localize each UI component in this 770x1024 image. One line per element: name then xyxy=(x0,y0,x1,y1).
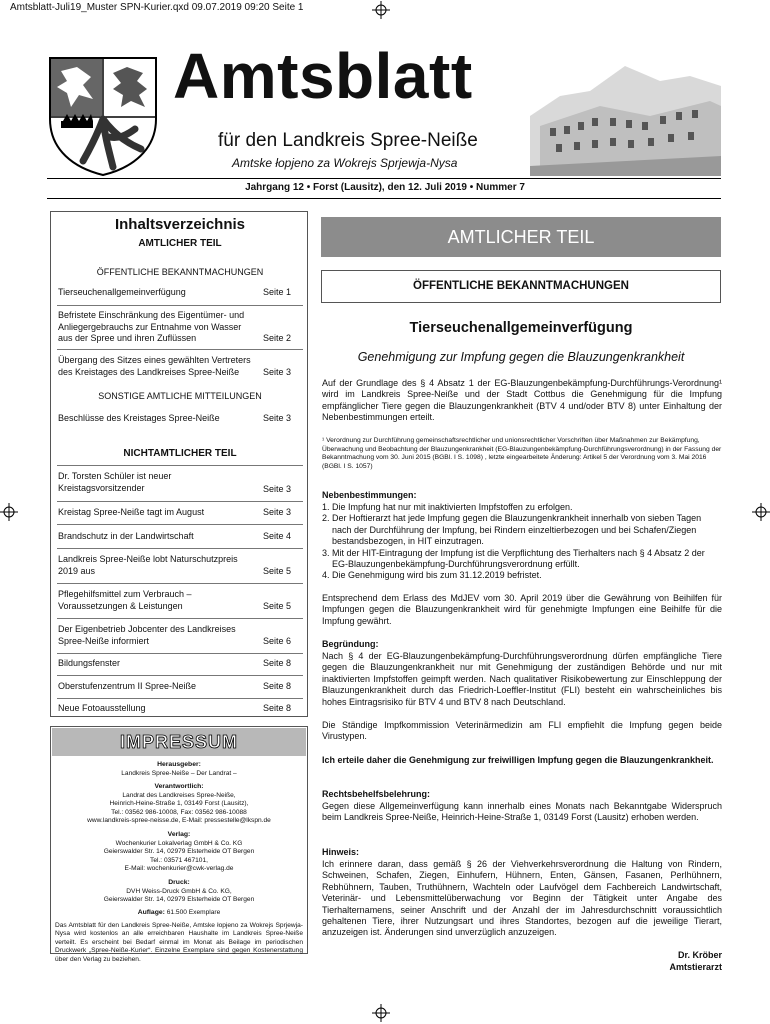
stiko-paragraph: Die Ständige Impfkommission Veterinärmedizin am FLI empfiehlt die Impfung gegen beide Virustypen. xyxy=(322,720,722,742)
table-of-contents xyxy=(50,211,308,717)
amtlicher-teil-label: AMTLICHER TEIL xyxy=(447,227,595,247)
toc-divider xyxy=(57,548,303,549)
impressum-block: Verantwortlich: Landrat des Landkreises Spree-Neiße, Heinrich-Heine-Straße 1, 03149 Forst (Lausitz), Tel.: 03562 986-10008, Fax: 03562 986-10088 www.landkreis-spree-neisse.de, E-Mail: pressestelle@lkspn.de xyxy=(87,783,271,824)
toc-divider xyxy=(57,583,303,584)
toc-amtlicher-heading: AMTLICHER TEIL xyxy=(138,238,222,249)
list-item: 2. Der Hoftierarzt hat jede Impfung gegen die Blauzungenkrankheit innerhalb von sieben Tagen nach der Durchführung der Impfung, bei Rindern einzeltierbezogen und bei Schafen/Ziegen bestandsbezogen, in HIT einzutragen. xyxy=(322,513,702,547)
masthead-title: Amtsblatt xyxy=(173,40,473,112)
nebenbestimmungen-list xyxy=(322,502,722,582)
print-slug: Amtsblatt-Juli19_Muster SPN-Kurier.qxd 09.07.2019 09:20 Seite 1 xyxy=(10,2,304,13)
list-item: 1. Die Impfung hat nur mit inaktivierten Impfstoffen zu erfolgen. xyxy=(322,502,573,512)
list-item: 4. Die Genehmigung wird bis zum 31.12.2019 befristet. xyxy=(322,570,542,581)
list-item: 3. Mit der HIT-Eintragung der Impfung ist die Verpflichtung des Tierhalters nach § 4 Absatz 2 der EG-Blauzungenbekämpfung-Durchführungsverordnung erfüllt. xyxy=(322,547,705,570)
registration-mark-icon xyxy=(0,503,18,521)
issue-line: Jahrgang 12 • Forst (Lausitz), den 12. Juli 2019 • Nummer 7 xyxy=(245,182,525,193)
amtlicher-teil-band xyxy=(321,217,721,257)
masthead-subtitle: für den Landkreis Spree-Neiße xyxy=(218,130,478,151)
toc-item[interactable]: Dr. Torsten Schüler ist neuer Kreistagsvorsitzender xyxy=(58,471,172,493)
toc-item[interactable]: Der Eigenbetrieb Jobcenter des Landkreises Spree-Neiße informiert xyxy=(58,624,236,646)
toc-item[interactable]: Kreistag Spree-Neiße tagt im August xyxy=(58,507,205,517)
article-subtitle: Genehmigung zur Impfung gegen die Blauzungenkrankheit xyxy=(357,350,685,364)
toc-divider xyxy=(57,305,303,306)
toc-divider xyxy=(57,698,303,699)
toc-page: Seite 8 xyxy=(263,658,292,668)
section-label: ÖFFENTLICHE BEKANNTMACHUNGEN xyxy=(413,280,629,292)
toc-divider xyxy=(57,501,303,502)
impressum-block: Druck: DVH Weiss-Druck GmbH & Co. KG, Geierswalder Str. 14, 02979 Elsterheide OT Bergen xyxy=(103,879,255,903)
toc-divider xyxy=(57,675,303,676)
toc-divider xyxy=(57,349,303,350)
toc-item[interactable]: Beschlüsse des Kreistages Spree-Neiße xyxy=(58,413,220,423)
impressum-block: Auflage: 61.500 Exemplare xyxy=(137,909,221,916)
toc-nichtamtlicher-heading: NICHTAMTLICHER TEIL xyxy=(123,448,237,459)
registration-mark-icon xyxy=(372,1,390,19)
impressum-block: Verlag: Wochenkurier Lokalverlag GmbH & Co. KG Geierswalder Str. 14, 02979 Elsterheide OT Bergen Tel.: 03571 467101, E-Mail: wochenkurier@cwk-verlag.de xyxy=(103,831,255,872)
hinweis-heading: Hinweis: xyxy=(322,847,360,857)
erteilung-statement: Ich erteile daher die Genehmigung zur freiwilligen Impfung gegen die Blauzungenkrankheit. xyxy=(322,755,714,765)
toc-page: Seite 2 xyxy=(263,333,292,343)
masthead-subtitle-sorbian: Amtske łopjeno za Wokrejs Sprjewja-Nysa xyxy=(232,156,458,170)
rechtsbehelf-heading: Rechtsbehelfsbelehrung: xyxy=(322,789,431,799)
article-intro: Auf der Grundlage des § 4 Absatz 1 der EG-Blauzungenbekämpfung-Durchführungs-Verordnung¹ wird im Landkreis Spree-Neiße und der Stadt Cottbus die Genehmigung für die Impfung empfänglicher Tiere gegen die Blauzungenkrankheit (BTV 4 und/oder BTV 8) unter Einhaltung der Nebenbestimmungen erteilt. xyxy=(322,378,722,423)
toc-page: Seite 3 xyxy=(263,507,292,517)
issue-rule xyxy=(47,198,721,199)
signature-role: Amtstierarzt xyxy=(669,962,722,972)
impressum-title: IMPRESSUM xyxy=(119,732,238,752)
erlass-paragraph: Entsprechend dem Erlass des MdJEV vom 30. April 2019 über die Gewährung von Beihilfen für Impfungen gegen die Blauzungenkrankheit wird für genehmigte Impfungen eine Beihilfe für die Impfung gewährt. xyxy=(322,593,722,626)
signature-name: Dr. Kröber xyxy=(677,950,722,960)
coat-of-arms-icon xyxy=(47,55,159,177)
toc-item[interactable]: Brandschutz in der Landwirtschaft xyxy=(58,531,194,541)
masthead-building-photo xyxy=(530,56,721,176)
toc-divider xyxy=(57,524,303,525)
toc-page: Seite 5 xyxy=(263,601,292,611)
toc-page: Seite 3 xyxy=(263,484,292,494)
begruendung-paragraph: Nach § 4 der EG-Blauzungenbekämpfung-Durchführungsverordnung dürfen empfängliche Tiere gegen die Blauzungenkrankheit nur mit Genehmigung der zuständigen Behörde und nur mit inaktivierten Impfstoffen geimpft werden. Nach qualitativer Risikobewertung zur Einschleppung der Blauzungenkrankheit durch das Friedrich-Loeffler-Institut (FLI) besteht ein wahrscheinliches bis hohes Eintragsrisiko für BTV 4 und BTV 8 nach Deutschland. xyxy=(322,651,722,707)
toc-item[interactable]: Neue Fotoausstellung xyxy=(58,703,146,713)
registration-mark-icon xyxy=(752,503,770,521)
toc-divider xyxy=(57,465,303,466)
impressum-block: Herausgeber: Landkreis Spree-Neiße – Der Landrat – xyxy=(121,761,237,777)
masthead-rule xyxy=(47,178,721,179)
toc-item[interactable]: Befristete Einschränkung des Eigentümer- und Anliegergebrauchs zur Entnahme von Wasser aus der Spree und ihren Zuflüssen xyxy=(58,310,245,343)
toc-divider xyxy=(57,618,303,619)
impressum-box xyxy=(50,726,308,963)
toc-item[interactable]: Bildungsfenster xyxy=(58,658,121,668)
toc-page: Seite 8 xyxy=(263,703,292,713)
toc-page: Seite 1 xyxy=(263,287,292,297)
toc-item[interactable]: Landkreis Spree-Neiße lobt Naturschutzpreis 2019 aus xyxy=(58,554,238,576)
nebenbestimmungen-heading: Nebenbestimmungen: xyxy=(322,490,417,500)
toc-item[interactable]: Oberstufenzentrum II Spree-Neiße xyxy=(58,681,197,691)
toc-section-heading: SONSTIGE AMTLICHE MITTEILUNGEN xyxy=(98,391,262,401)
toc-page: Seite 8 xyxy=(263,681,292,691)
begruendung-heading: Begründung: xyxy=(322,639,379,649)
rechtsbehelf-paragraph: Gegen diese Allgemeinverfügung kann innerhalb eines Monats nach Bekanntgabe Widerspruch beim Landkreis Spree-Neiße, Heinrich-Heine-Straße 1, 03149 Forst (Lausitz) erhoben werden. xyxy=(322,801,722,823)
impressum-note: Das Amtsblatt für den Landkreis Spree-Neiße, Amtske łopjeno za Wokrejs Sprjewja-Nysa wird kostenlos an alle erreichbaren Haushalte im Landkreis Spree-Neiße verteilt. Es erscheint bei Bedarf einmal im Monat als Beilage im periodischen Druckwerk „Spree-Neiße-Kurier“. Einzelne Exemplare sind gegen Kostenerstattung über den Verlag zu beziehen. xyxy=(55,922,303,963)
toc-page: Seite 4 xyxy=(263,531,292,541)
toc-page: Seite 3 xyxy=(263,413,292,423)
toc-section-heading: ÖFFENTLICHE BEKANNTMACHUNGEN xyxy=(96,267,264,277)
section-box xyxy=(321,270,721,303)
toc-title: Inhaltsverzeichnis xyxy=(114,216,246,233)
toc-item[interactable]: Tierseuchenallgemeinverfügung xyxy=(58,287,186,297)
toc-page: Seite 3 xyxy=(263,367,292,377)
article-footnote: ¹ Verordnung zur Durchführung gemeinschaftsrechtlicher und unionsrechtlicher Vorschriften über Maßnahmen zur Bekämpfung, Überwachung und Beobachtung der Blauzungenkrankheit (EG-Blauzungenbekämpfung-Durchführungsverordnung) in der Fassung der Bekanntmachung vom 30. Juni 2015 (BGBl. I S. 1098) , letzte eingearbeitete Änderung: Artikel 5 der Verordnung vom 3. Mai 2016 (BGBl. I S. 1057) xyxy=(322,437,722,471)
toc-item[interactable]: Übergang des Sitzes eines gewählten Vertreters des Kreistages des Landkreises Spree-Neiße xyxy=(58,355,251,377)
toc-item[interactable]: Pflegehilfsmittel zum Verbrauch – Voraussetzungen & Leistungen xyxy=(58,589,192,611)
toc-page: Seite 5 xyxy=(263,566,292,576)
toc-page: Seite 6 xyxy=(263,636,292,646)
registration-mark-icon xyxy=(372,1004,390,1022)
article-title: Tierseuchenallgemeinverfügung xyxy=(409,320,633,336)
toc-divider xyxy=(57,653,303,654)
hinweis-paragraph: Ich erinnere daran, dass gemäß § 26 der Viehverkehrsverordnung die Haltung von Rindern, Schweinen, Schafen, Ziegen, Einhufern, Hühnern, Enten, Gänsen, Fasanen, Perlhühnern, Rebhühnern, Tauben, Truthühnern, Wachteln oder Laufvögel dem Fachbereich Landwirtschaft, Veterinär- und Lebensmittelüberwachung vor Beginn der Tätigkeit unter Angabe des Tierhalternamens, seiner Anschrift und der Anzahl der im Jahresdurchschnitt voraussichtlich gehaltenen Tiere, ihrer Nutzungsart und ihres Standortes, bezogen auf die jeweilige Tierart, anzuzeigen ist. Änderungen sind unverzüglich anzuzeigen. xyxy=(322,859,722,938)
